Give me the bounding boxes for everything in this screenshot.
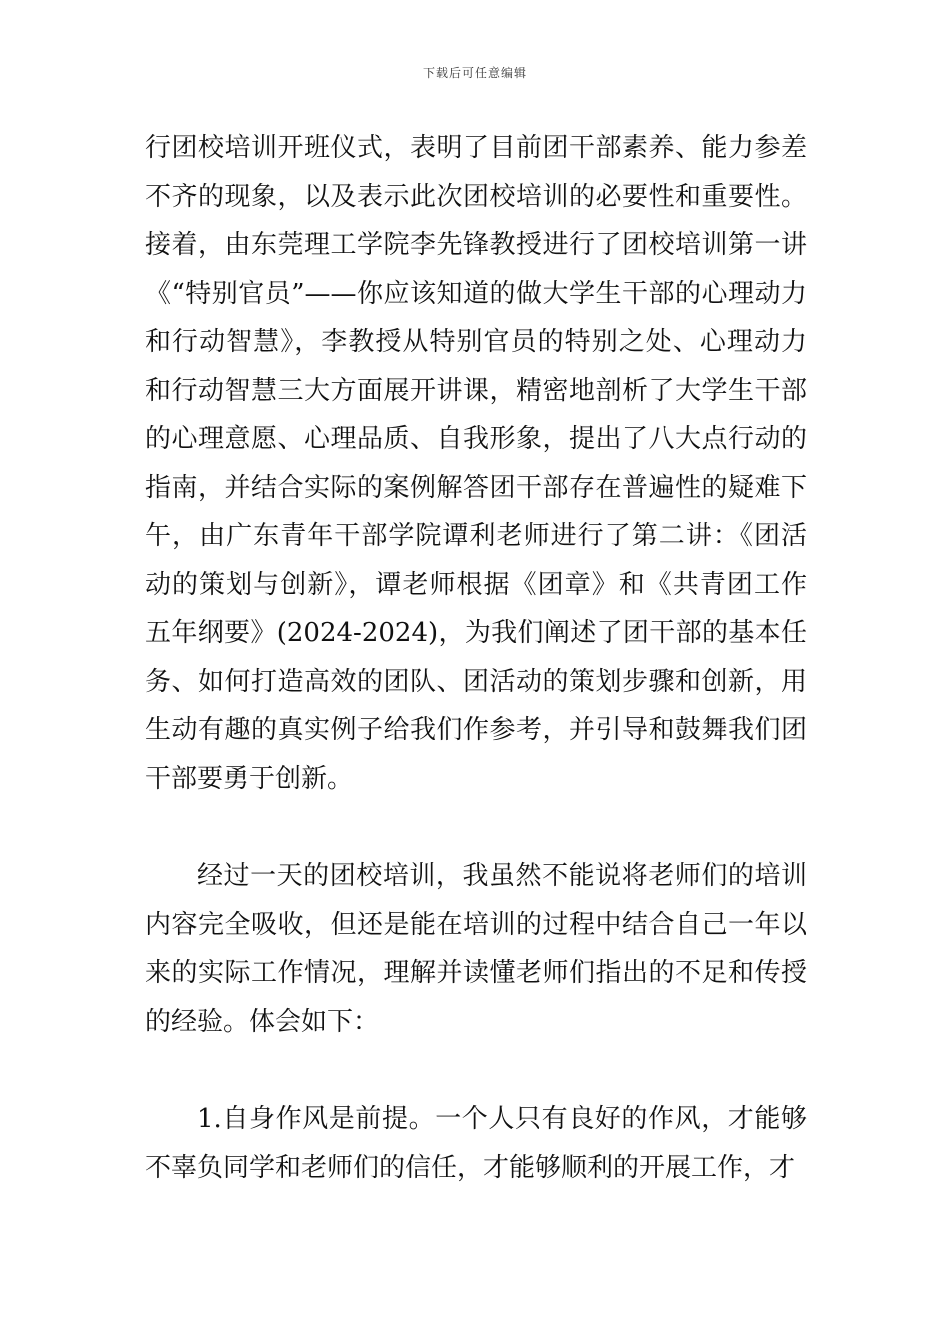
page-header: 下载后可任意编辑: [422, 66, 527, 80]
paragraph-gap: [145, 803, 807, 852]
document-body: [145, 124, 807, 1192]
paragraph-gap: [145, 1046, 807, 1095]
paragraph-training-summary: 行团校培训开班仪式，表明了目前团干部素养、能力参差不齐的现象，以及表示此次团校培训的必要性和重要性。接着，由东莞理工学院李先锋教授进行了团校培训第一讲《“特别官员”——你应该知道的做大学生干部的心理动力和行动智慧》，李教授从特别官员的特别之处、心理动力和行动智慧三大方面展开讲课，精密地剖析了大学生干部的心理意愿、心理品质、自我形象，提出了八大点行动的指南，并结合实际的案例解答团干部存在普遍性的疑难下午，由广东青年干部学院谭利老师进行了第二讲：《团活动的策划与创新》，谭老师根据《团章》和《共青团工作五年纲要》(2024-2024)，为我们阐述了团干部的基本任务、如何打造高效的团队、团活动的策划步骤和创新，用生动有趣的真实例子给我们作参考，并引导和鼓舞我们团干部要勇于创新。: [145, 133, 807, 794]
paragraph-point-one: 1.自身作风是前提。一个人只有良好的作风，才能够不辜负同学和老师们的信任，才能够顺利的开展工作，才: [145, 1104, 807, 1183]
paragraph-reflection-intro: 经过一天的团校培训，我虽然不能说将老师们的培训内容完全吸收，但还是能在培训的过程中结合自己一年以来的实际工作情况，理解并读懂老师们指出的不足和传授的经验。体会如下：: [145, 861, 807, 1037]
